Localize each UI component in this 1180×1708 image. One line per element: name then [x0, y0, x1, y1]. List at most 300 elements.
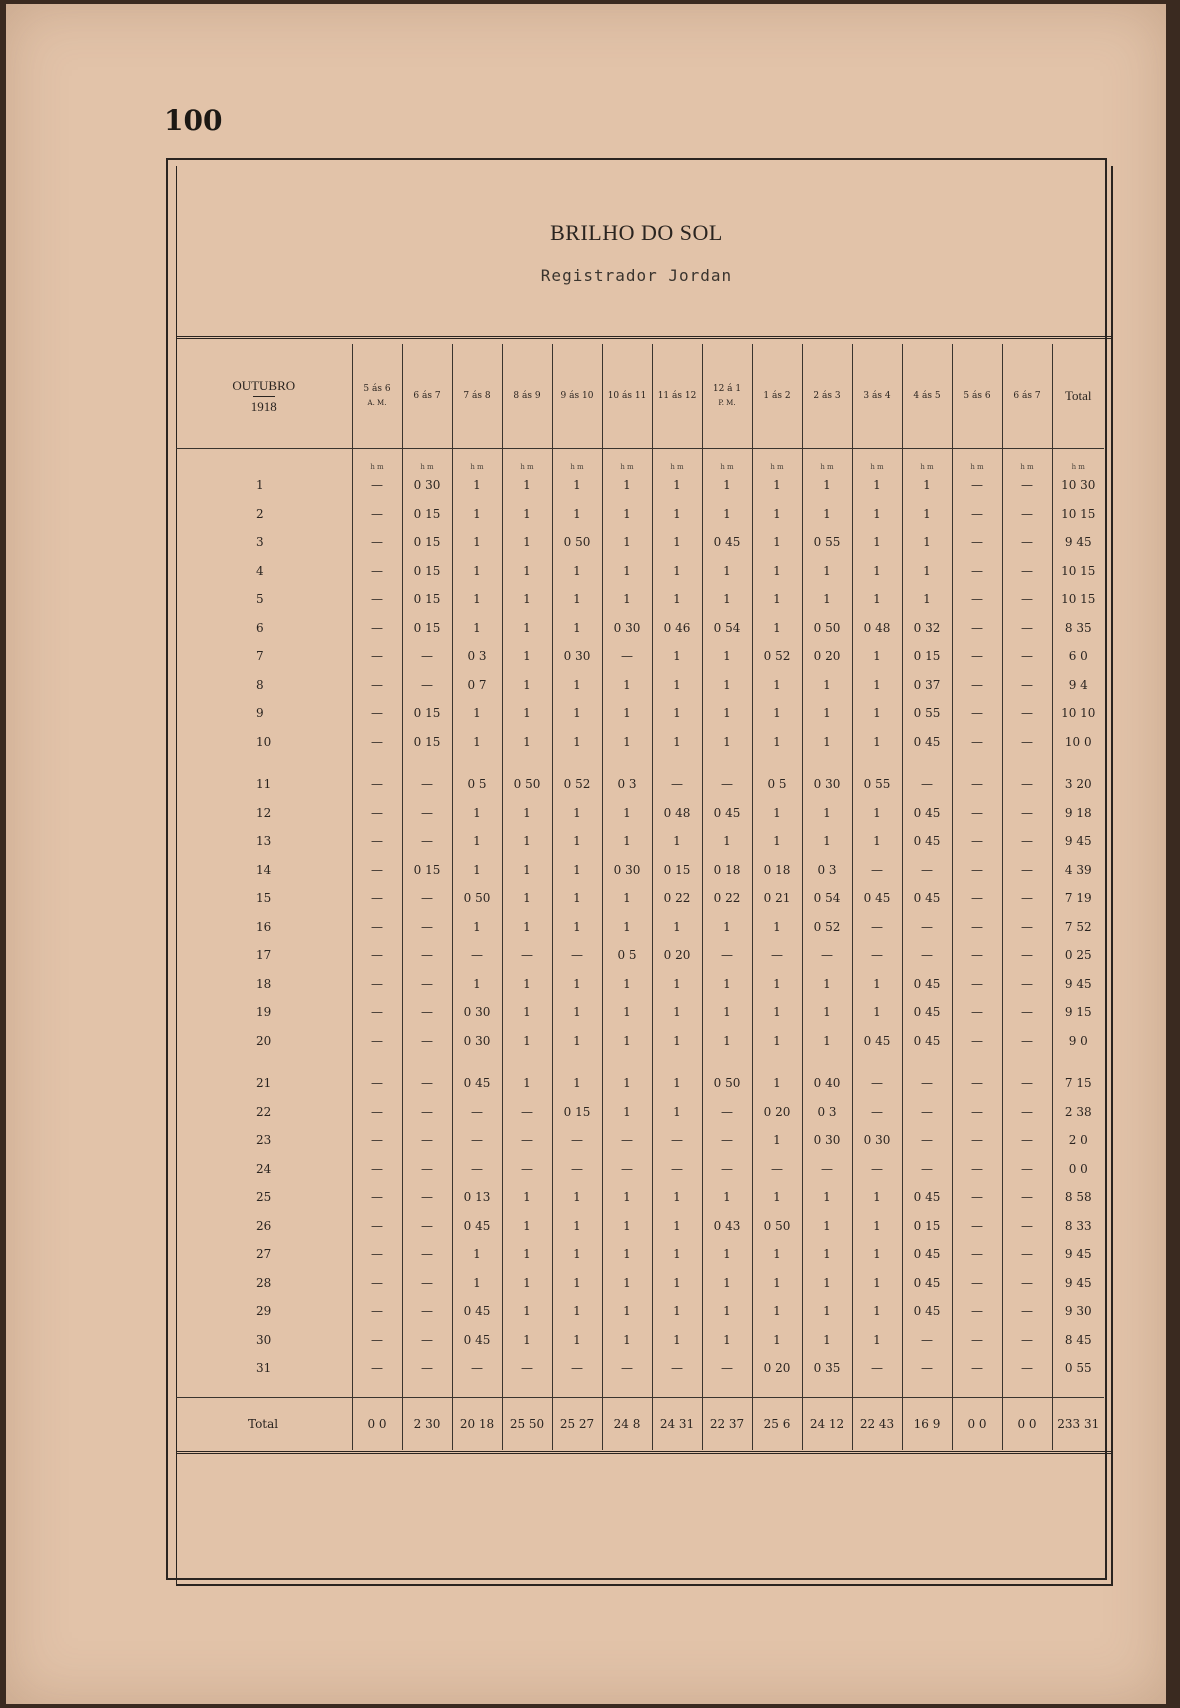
hour-cell: — [752, 941, 802, 970]
hour-cell: 1 [452, 471, 502, 500]
hour-cell: — [402, 1297, 452, 1326]
hour-header [752, 344, 802, 449]
hour-cell: — [402, 1155, 452, 1184]
hour-cell: 1 [852, 528, 902, 557]
hour-cell: 0 35 [802, 1354, 852, 1383]
hour-header [952, 344, 1002, 449]
hour-cell: — [952, 1098, 1002, 1127]
table-row [176, 1027, 1104, 1056]
hour-cell: — [502, 1155, 552, 1184]
hour-cell: 0 55 [902, 699, 952, 728]
hour-cell: 1 [502, 500, 552, 529]
column-total-cell: 25 50 [502, 1397, 552, 1450]
column-total-cell: 0 0 [352, 1397, 402, 1450]
hour-cell: 0 52 [552, 770, 602, 799]
hour-cell: — [702, 1155, 752, 1184]
hour-cell: 1 [652, 827, 702, 856]
hour-cell: — [352, 585, 402, 614]
table-row [176, 884, 1104, 913]
hour-label: 10 ás 11 [607, 391, 647, 401]
hour-cell: 0 52 [802, 913, 852, 942]
hour-cell: — [852, 1354, 902, 1383]
row-total-cell: 10 15 [1052, 585, 1104, 614]
row-total-cell: 4 39 [1052, 856, 1104, 885]
hour-cell: — [1002, 856, 1052, 885]
unit-label: h m [502, 449, 552, 472]
hour-cell: — [952, 970, 1002, 999]
table-title: BRILHO DO SOL [550, 220, 723, 245]
hour-cell: — [352, 699, 402, 728]
hour-cell: 1 [502, 827, 552, 856]
hour-cell: 1 [552, 557, 602, 586]
hour-cell: 1 [802, 699, 852, 728]
row-total-cell: 8 45 [1052, 1326, 1104, 1355]
hour-cell: — [1002, 585, 1052, 614]
sunshine-table [176, 344, 1104, 1450]
hour-cell: — [702, 1126, 752, 1155]
hour-cell: — [352, 770, 402, 799]
hour-cell: 0 45 [902, 799, 952, 828]
hour-cell: — [952, 1354, 1002, 1383]
hour-cell: — [952, 471, 1002, 500]
hour-cell: 0 3 [452, 642, 502, 671]
hour-cell: 0 15 [402, 699, 452, 728]
hour-cell: 1 [752, 557, 802, 586]
hour-cell: — [1002, 642, 1052, 671]
hour-cell: 1 [452, 500, 502, 529]
hour-cell: — [952, 941, 1002, 970]
hour-cell: 1 [802, 1240, 852, 1269]
hour-cell: 0 30 [452, 1027, 502, 1056]
hour-cell: 1 [902, 471, 952, 500]
hour-cell: 0 45 [852, 1027, 902, 1056]
unit-label: h m [752, 449, 802, 472]
hour-cell: — [1002, 1126, 1052, 1155]
hour-cell: 1 [852, 1297, 902, 1326]
hour-cell: 0 50 [452, 884, 502, 913]
gap-cell [602, 1383, 652, 1398]
hour-cell: — [402, 1326, 452, 1355]
hour-cell: 1 [702, 1269, 752, 1298]
hour-cell: 1 [552, 1069, 602, 1098]
hour-cell: — [352, 1155, 402, 1184]
hour-sublabel: P. M. [718, 399, 736, 407]
hour-cell: 1 [502, 728, 552, 757]
gap-cell [352, 1383, 402, 1398]
table-row [176, 1297, 1104, 1326]
hour-cell: 1 [752, 699, 802, 728]
hour-cell: 1 [452, 699, 502, 728]
hour-cell: — [1002, 970, 1052, 999]
hour-cell: — [352, 528, 402, 557]
hour-cell: 1 [702, 642, 752, 671]
hour-cell: — [1002, 1269, 1052, 1298]
gap-cell [1052, 756, 1104, 770]
table-row [176, 1326, 1104, 1355]
gap-cell [902, 1055, 952, 1069]
hour-label: 6 ás 7 [1013, 391, 1041, 401]
units-spacer [176, 449, 352, 472]
hour-cell: 1 [452, 557, 502, 586]
hour-cell: — [902, 1354, 952, 1383]
month-header [176, 344, 352, 449]
row-total-cell: 8 35 [1052, 614, 1104, 643]
hour-cell: — [352, 1212, 402, 1241]
table-row [176, 941, 1104, 970]
hour-cell: 1 [652, 699, 702, 728]
hour-header [852, 344, 902, 449]
hour-cell: 1 [702, 1326, 752, 1355]
hour-header [452, 344, 502, 449]
hour-cell: 1 [852, 557, 902, 586]
day-cell: 26 [256, 1218, 272, 1233]
hour-header [902, 344, 952, 449]
hour-cell: 0 45 [902, 1240, 952, 1269]
hour-cell: — [402, 770, 452, 799]
gap-cell [502, 756, 552, 770]
table-row [176, 856, 1104, 885]
hour-cell: 1 [602, 1069, 652, 1098]
hour-cell: — [402, 827, 452, 856]
hour-cell: 1 [552, 1240, 602, 1269]
hour-cell: 0 45 [902, 827, 952, 856]
gap-cell [802, 756, 852, 770]
hour-cell: — [952, 1212, 1002, 1241]
hour-cell: 1 [602, 585, 652, 614]
gap-cell [752, 756, 802, 770]
gap-cell [852, 756, 902, 770]
hour-cell: — [402, 998, 452, 1027]
hour-cell: 1 [852, 471, 902, 500]
hour-cell: 0 15 [902, 1212, 952, 1241]
column-total-cell: 0 0 [952, 1397, 1002, 1450]
hour-cell: — [952, 884, 1002, 913]
hour-cell: 1 [752, 1126, 802, 1155]
month-label: OUTUBRO [232, 377, 296, 393]
gap-cell [852, 1055, 902, 1069]
hour-cell: — [352, 884, 402, 913]
hour-cell: 1 [452, 1240, 502, 1269]
column-total-cell: 24 12 [802, 1397, 852, 1450]
hour-cell: 1 [452, 585, 502, 614]
hour-cell: 1 [652, 1269, 702, 1298]
row-total-cell: 6 0 [1052, 642, 1104, 671]
gap-cell [952, 1055, 1002, 1069]
hour-cell: — [352, 728, 402, 757]
hour-cell: 0 13 [452, 1183, 502, 1212]
row-total-cell: 9 0 [1052, 1027, 1104, 1056]
gap-cell [552, 756, 602, 770]
hour-cell: 1 [652, 1240, 702, 1269]
hour-cell: 0 15 [902, 642, 952, 671]
row-total-cell: 9 45 [1052, 528, 1104, 557]
hour-cell: — [902, 941, 952, 970]
hour-cell: 0 43 [702, 1212, 752, 1241]
hour-cell: 0 22 [702, 884, 752, 913]
row-total-cell: 10 0 [1052, 728, 1104, 757]
hour-cell: 1 [752, 671, 802, 700]
hour-cell: — [1002, 1354, 1052, 1383]
hour-cell: 1 [852, 728, 902, 757]
hour-cell: 0 15 [402, 614, 452, 643]
hour-cell: 0 45 [452, 1326, 502, 1355]
day-cell: 17 [256, 948, 272, 963]
hour-cell: 1 [802, 557, 852, 586]
hour-cell: — [1002, 1326, 1052, 1355]
hour-cell: 0 15 [552, 1098, 602, 1127]
hour-cell: — [352, 614, 402, 643]
hour-cell: 0 45 [902, 884, 952, 913]
hour-cell: — [1002, 471, 1052, 500]
hour-cell: 1 [552, 728, 602, 757]
table-row [176, 528, 1104, 557]
hour-cell: 1 [652, 1326, 702, 1355]
hour-cell: 1 [552, 827, 602, 856]
hour-cell: — [1002, 699, 1052, 728]
hour-cell: 1 [702, 998, 752, 1027]
hour-cell: — [552, 1354, 602, 1383]
day-cell: 1 [256, 478, 264, 493]
hour-cell: 1 [702, 557, 752, 586]
hour-cell: 0 30 [452, 998, 502, 1027]
hour-cell: 1 [602, 1098, 652, 1127]
column-total-cell: 2 30 [402, 1397, 452, 1450]
hour-cell: 1 [602, 1269, 652, 1298]
hour-cell: — [352, 1240, 402, 1269]
hour-cell: 1 [552, 1183, 602, 1212]
hour-cell: — [952, 1126, 1002, 1155]
hour-label: 11 ás 12 [657, 391, 697, 401]
hour-cell: 0 15 [402, 528, 452, 557]
hour-cell: 0 30 [402, 471, 452, 500]
hour-cell: 0 45 [902, 1297, 952, 1326]
hour-cell: — [352, 1354, 402, 1383]
gap-cell [802, 1383, 852, 1398]
unit-label: h m [452, 449, 502, 472]
hour-cell: — [952, 799, 1002, 828]
hour-cell: — [402, 1027, 452, 1056]
table-frame [166, 158, 1107, 1580]
hour-cell: 1 [802, 998, 852, 1027]
hour-cell: 1 [552, 1326, 602, 1355]
hour-cell: 1 [702, 500, 752, 529]
hour-cell: 0 3 [602, 770, 652, 799]
gap-cell [452, 756, 502, 770]
hour-cell: 1 [502, 585, 552, 614]
gap-cell [176, 1383, 352, 1398]
hour-cell: 0 40 [802, 1069, 852, 1098]
hour-cell: — [1002, 884, 1052, 913]
hour-cell: — [1002, 528, 1052, 557]
hour-cell: 0 20 [752, 1354, 802, 1383]
hour-cell: 1 [752, 471, 802, 500]
hour-cell: 1 [552, 998, 602, 1027]
hour-cell: 1 [702, 913, 752, 942]
hour-cell: 1 [502, 884, 552, 913]
gap-cell [602, 1055, 652, 1069]
gap-cell [702, 1383, 752, 1398]
hour-cell: — [952, 1155, 1002, 1184]
table-row [176, 998, 1104, 1027]
hour-cell: 1 [852, 585, 902, 614]
hour-cell: — [952, 913, 1002, 942]
hour-cell: — [402, 1183, 452, 1212]
hour-cell: — [902, 856, 952, 885]
day-cell: 24 [256, 1161, 272, 1176]
hour-cell: — [552, 941, 602, 970]
hour-cell: 0 18 [752, 856, 802, 885]
hour-cell: 1 [802, 1326, 852, 1355]
hour-cell: 1 [602, 1027, 652, 1056]
hour-cell: — [1002, 1183, 1052, 1212]
hour-header [602, 344, 652, 449]
row-total-cell: 0 55 [1052, 1354, 1104, 1383]
hour-cell: 1 [452, 528, 502, 557]
unit-label: h m [402, 449, 452, 472]
hour-cell: — [502, 1354, 552, 1383]
hour-cell: 1 [902, 557, 952, 586]
hour-cell: — [602, 642, 652, 671]
table-row [176, 471, 1104, 500]
hour-cell: 1 [552, 1297, 602, 1326]
hour-cell: — [702, 1354, 752, 1383]
hour-cell: — [652, 1126, 702, 1155]
hour-cell: 1 [652, 671, 702, 700]
day-cell: 10 [256, 734, 272, 749]
gap-cell [802, 1055, 852, 1069]
hour-cell: 1 [802, 1183, 852, 1212]
hour-cell: — [402, 941, 452, 970]
hour-cell: 1 [652, 471, 702, 500]
hour-cell: — [1002, 1297, 1052, 1326]
day-cell: 29 [256, 1304, 272, 1319]
hour-cell: — [752, 1155, 802, 1184]
hour-cell: 0 45 [852, 884, 902, 913]
hour-cell: 0 15 [402, 856, 452, 885]
hour-cell: 0 5 [602, 941, 652, 970]
row-total-cell: 7 15 [1052, 1069, 1104, 1098]
gap-cell [1052, 1055, 1104, 1069]
hour-cell: 1 [502, 699, 552, 728]
hour-cell: 1 [802, 471, 852, 500]
gap-cell [902, 1383, 952, 1398]
hour-cell: — [652, 1155, 702, 1184]
hour-cell: — [852, 1155, 902, 1184]
row-total-cell: 9 45 [1052, 1269, 1104, 1298]
unit-label: h m [802, 449, 852, 472]
table-row [176, 970, 1104, 999]
hour-cell: 1 [902, 585, 952, 614]
hour-cell: 1 [802, 585, 852, 614]
hour-cell: — [1002, 1212, 1052, 1241]
hour-cell: 1 [852, 799, 902, 828]
column-total-cell: 0 0 [1002, 1397, 1052, 1450]
gap-cell [702, 756, 752, 770]
hour-cell: 0 45 [452, 1212, 502, 1241]
hour-cell: — [1002, 770, 1052, 799]
table-subtitle: Registrador Jordan [540, 266, 733, 285]
hour-cell: — [452, 1098, 502, 1127]
hour-cell: 1 [702, 827, 752, 856]
day-cell: 15 [256, 891, 272, 906]
hour-cell: — [802, 941, 852, 970]
hour-cell: — [952, 998, 1002, 1027]
hour-cell: 0 45 [902, 1183, 952, 1212]
hour-cell: 1 [652, 1069, 702, 1098]
hour-cell: 1 [752, 827, 802, 856]
hour-cell: 0 3 [802, 856, 852, 885]
hour-cell: 1 [752, 1326, 802, 1355]
column-total-cell: 22 37 [702, 1397, 752, 1450]
hour-cell: — [952, 1297, 1002, 1326]
hour-cell: 1 [852, 998, 902, 1027]
hour-cell: — [652, 770, 702, 799]
hour-cell: 1 [752, 1183, 802, 1212]
hour-header [652, 344, 702, 449]
row-total-cell: 0 25 [1052, 941, 1104, 970]
hour-cell: 1 [852, 1240, 902, 1269]
row-total-cell: 3 20 [1052, 770, 1104, 799]
hour-cell: — [1002, 827, 1052, 856]
totals-row [176, 1397, 1104, 1450]
hour-cell: 1 [602, 970, 652, 999]
day-cell: 5 [256, 592, 264, 607]
row-total-cell: 9 4 [1052, 671, 1104, 700]
hour-cell: 1 [602, 471, 652, 500]
hour-cell: — [852, 856, 902, 885]
hour-cell: 1 [852, 642, 902, 671]
gap-cell [402, 756, 452, 770]
hour-cell: 1 [802, 1297, 852, 1326]
day-cell: 21 [256, 1076, 272, 1091]
hour-cell: 0 45 [452, 1297, 502, 1326]
gap-cell [402, 1055, 452, 1069]
table-row [176, 1212, 1104, 1241]
hour-cell: 1 [502, 856, 552, 885]
hour-cell: 0 55 [852, 770, 902, 799]
gap-cell [552, 1055, 602, 1069]
hour-header [402, 344, 452, 449]
row-total-cell: 0 0 [1052, 1155, 1104, 1184]
hour-cell: — [402, 1354, 452, 1383]
hour-cell: — [952, 728, 1002, 757]
hour-cell: 1 [502, 528, 552, 557]
hour-cell: 1 [502, 471, 552, 500]
hour-cell: 1 [702, 671, 752, 700]
hour-cell: — [1002, 1027, 1052, 1056]
hour-cell: 0 50 [702, 1069, 752, 1098]
hour-cell: 1 [602, 1212, 652, 1241]
hour-cell: — [702, 941, 752, 970]
hour-cell: 1 [752, 585, 802, 614]
hour-cell: 0 3 [802, 1098, 852, 1127]
hour-cell: 1 [702, 1240, 752, 1269]
hour-cell: — [352, 1326, 402, 1355]
hour-cell: 0 15 [402, 585, 452, 614]
page-number: 100 [164, 104, 223, 137]
gap-cell [652, 1383, 702, 1398]
hour-cell: 1 [502, 1297, 552, 1326]
hour-cell: — [402, 1212, 452, 1241]
unit-label: h m [602, 449, 652, 472]
hour-cell: — [952, 1027, 1002, 1056]
hour-cell: — [402, 913, 452, 942]
hour-cell: — [902, 1155, 952, 1184]
hour-cell: 1 [602, 557, 652, 586]
hour-cell: 1 [902, 528, 952, 557]
hour-cell: — [1002, 799, 1052, 828]
row-total-cell: 10 15 [1052, 500, 1104, 529]
